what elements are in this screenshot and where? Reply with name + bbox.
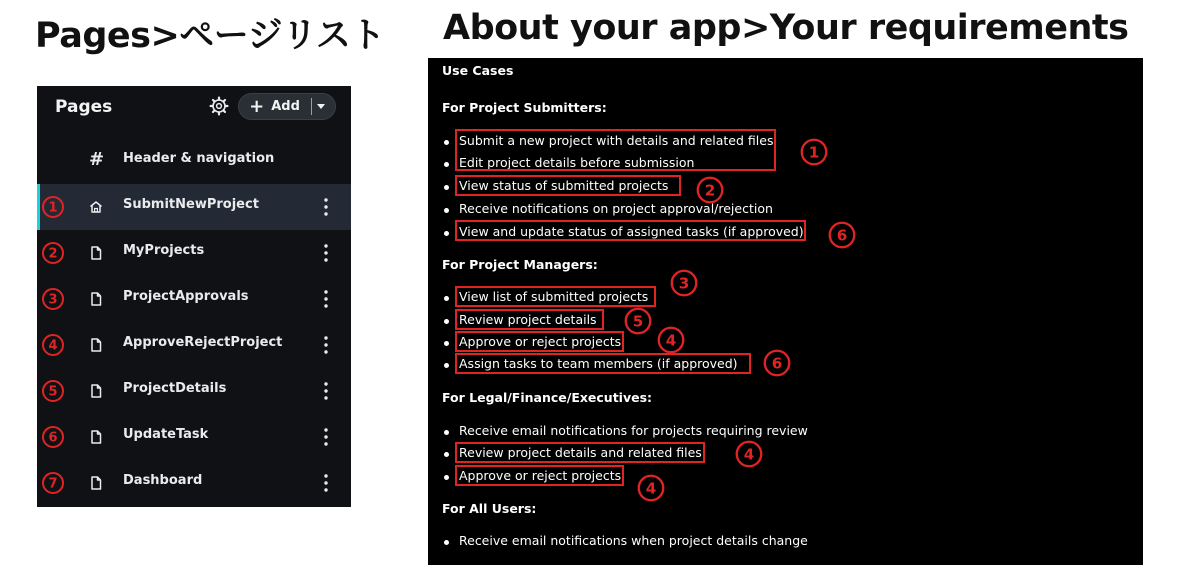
requirement-item: Review project details [459,312,597,327]
requirement-item: Approve or reject projects [459,468,622,483]
more-vertical-icon[interactable] [319,380,333,402]
left-heading: Pages>ページリスト [35,16,385,56]
highlight-box [455,442,705,463]
page-icon [88,291,104,307]
page-item-updatetask[interactable] [37,414,351,460]
page-item-label: ProjectDetails [123,381,227,396]
page-item-myprojects[interactable] [37,230,351,276]
add-page-button[interactable] [239,94,310,119]
page-item-label: MyProjects [123,243,205,258]
hash-icon: # [89,149,105,170]
pages-panel-header [37,86,351,130]
annotation-number: 7 [48,476,58,492]
page-item-label: ApproveRejectProject [123,335,283,350]
highlight-box [455,286,656,307]
highlight-box [455,309,604,330]
bullet [444,140,449,145]
more-vertical-icon[interactable] [319,426,333,448]
requirement-item: View status of submitted projects [459,178,669,193]
annotation-number: 4 [665,331,677,350]
annotation-marker [637,474,665,502]
annotation-number: 5 [632,312,644,331]
requirement-item: Edit project details before submission [459,155,695,170]
requirement-item: Approve or reject projects [459,334,622,349]
bullet [444,363,449,368]
annotation-number: 4 [743,445,755,464]
page-icon [88,429,104,445]
requirements-panel [428,58,1143,565]
annotation-number: 5 [48,384,58,400]
highlight-box [455,331,624,352]
add-button-divider [311,98,312,115]
bullet [444,475,449,480]
requirement-item: View list of submitted projects [459,289,649,304]
section-heading: For Project Submitters: [442,100,607,115]
bullet [444,185,449,190]
page-item-projectapprovals[interactable] [37,276,351,322]
more-vertical-icon[interactable] [319,472,333,494]
annotation-marker [735,440,763,468]
annotation-marker [763,349,791,377]
requirement-item: View and update status of assigned tasks (if approved) [459,224,804,239]
page-item-dashboard[interactable] [37,460,351,506]
page-item-submitnewproject[interactable] [37,184,351,230]
requirement-item: Receive notifications on project approval/rejection [459,201,773,216]
requirement-item: Assign tasks to team members (if approved) [459,356,738,371]
annotation-marker [624,307,652,335]
annotation-number: 6 [771,354,783,373]
caret-down-icon[interactable] [317,104,325,109]
use-cases-title: Use Cases [442,63,514,78]
requirement-item: Receive email notifications when project details change [459,533,808,548]
bullet [444,231,449,236]
page-item-projectdetails[interactable] [37,368,351,414]
page-item-approverejectproject[interactable] [37,322,351,368]
home-icon [88,199,104,215]
page-icon [88,245,104,261]
annotation-marker [696,176,724,204]
annotation-marker [41,195,65,219]
annotation-number: 1 [808,143,820,162]
page-icon [88,337,104,353]
header-navigation-item[interactable] [37,138,351,184]
highlight-box [455,353,751,374]
more-vertical-icon[interactable] [319,334,333,356]
bullet [444,540,449,545]
annotation-number: 6 [48,430,58,446]
section-heading: For Legal/Finance/Executives: [442,390,653,405]
requirement-item: Submit a new project with details and related files [459,133,774,148]
annotation-number: 2 [704,181,716,200]
highlight-box [455,220,806,241]
annotation-marker [828,221,856,249]
bullet [444,430,449,435]
annotation-marker [670,269,698,297]
bullet [444,319,449,324]
section-heading: For All Users: [442,501,537,516]
page-item-label: Dashboard [123,473,203,488]
annotation-number: 2 [48,246,58,262]
gear-icon[interactable] [209,96,229,116]
add-page-button-group [238,93,336,120]
annotation-number: 4 [645,479,657,498]
pages-panel [37,86,351,507]
selected-indicator [37,184,40,230]
requirement-item: Review project details and related files [459,445,702,460]
page-item-label: ProjectApprovals [123,289,249,304]
annotation-number: 3 [48,292,58,308]
annotation-marker [41,471,65,495]
highlight-box [455,175,681,196]
page-item-label: SubmitNewProject [123,197,259,212]
bullet [444,296,449,301]
highlight-box [455,129,776,171]
annotation-number: 4 [48,338,58,354]
more-vertical-icon[interactable] [319,288,333,310]
page-icon [88,383,104,399]
annotation-marker [41,287,65,311]
add-label: Add [271,99,300,114]
annotation-marker [657,326,685,354]
annotation-number: 3 [678,274,690,293]
annotation-number: 1 [48,200,58,216]
annotation-marker [41,379,65,403]
header-navigation-label: Header & navigation [123,151,275,166]
bullet [444,341,449,346]
highlight-box [455,465,624,486]
page-item-label: UpdateTask [123,427,209,442]
annotation-number: 6 [836,226,848,245]
annotation-marker [41,425,65,449]
plus-icon: + [249,95,265,117]
right-heading: About your app>Your requirements [443,8,1129,48]
more-vertical-icon[interactable] [319,196,333,218]
annotation-marker [41,241,65,265]
annotation-marker [41,333,65,357]
page-icon [88,475,104,491]
requirement-item: Receive email notifications for projects requiring review [459,423,808,438]
annotation-marker [800,138,828,166]
bullet [444,208,449,213]
pages-title: Pages [55,97,113,117]
more-vertical-icon[interactable] [319,242,333,264]
bullet [444,452,449,457]
bullet [444,162,449,167]
section-heading: For Project Managers: [442,257,598,272]
